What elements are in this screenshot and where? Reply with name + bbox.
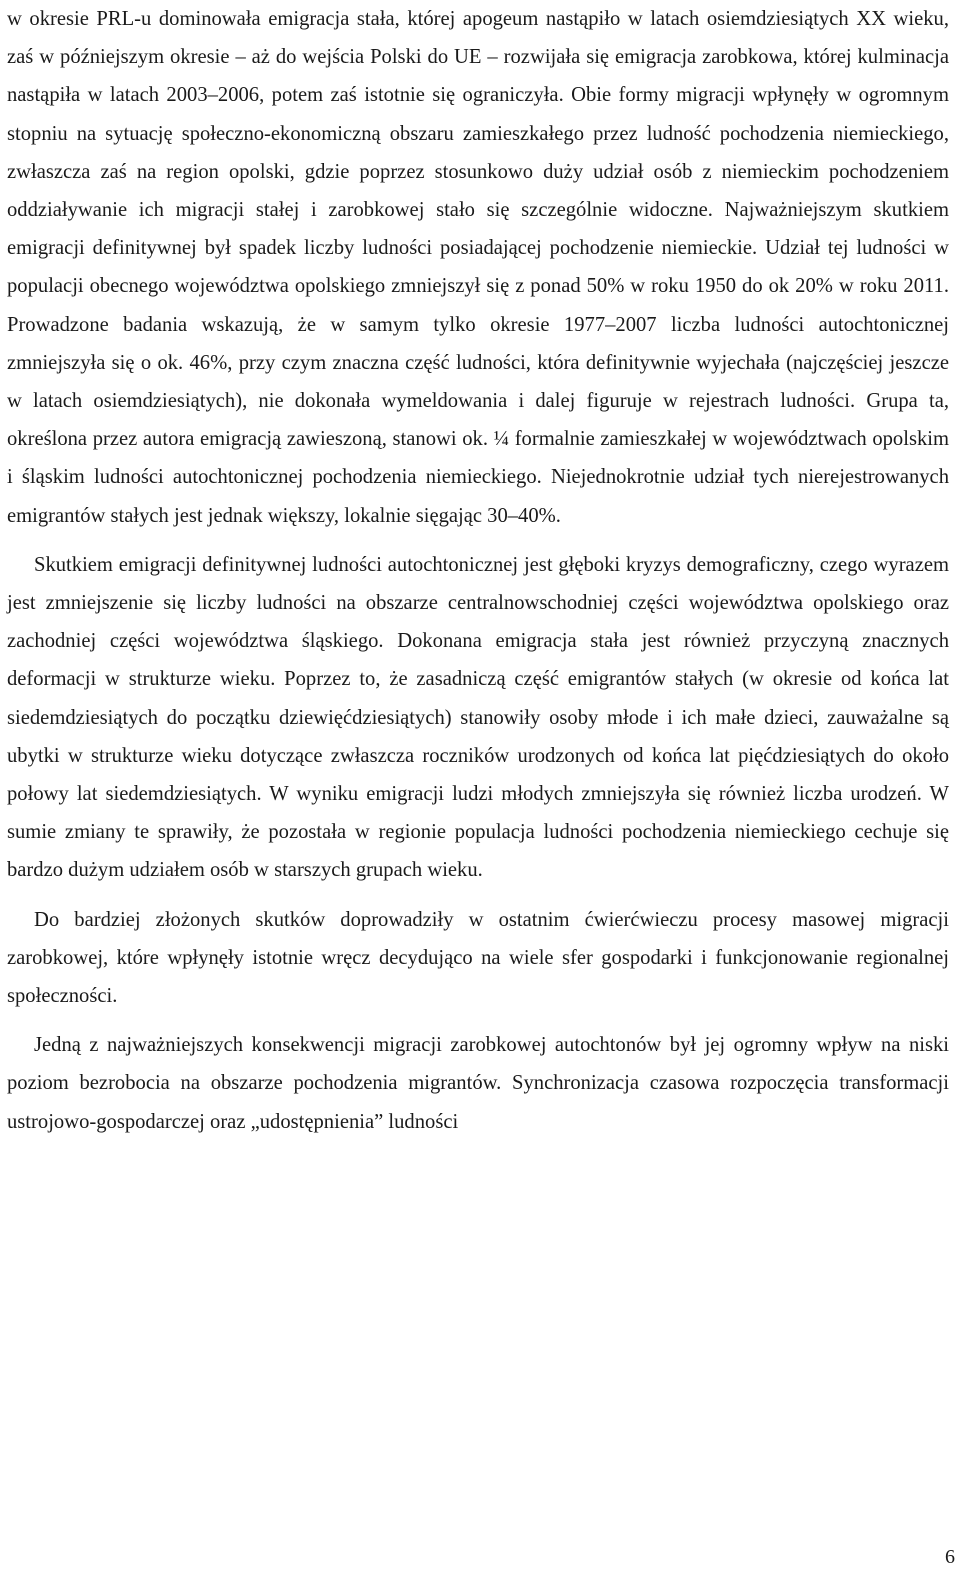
page-number: 6 bbox=[945, 1546, 955, 1568]
paragraph-labour-migration: Do bardziej złożonych skutków doprowadziły w ostatnim ćwierćwieczu procesy masowej migracji zarobkowej, które wpłynęły istotnie wręcz decydująco na wiele sfer gospodarki i funkcjonowanie regionalnej społeczności. bbox=[7, 908, 949, 1008]
paragraph-emigration-overview: w okresie PRL-u dominowała emigracja stała, której apogeum nastąpiło w latach osiemdziesiątych XX wieku, zaś w późniejszym okresie – aż do wejścia Polski do UE – rozwijała się emigracja zarobkowa, której kulminacja nastąpiła w latach 2003–2006, potem zaś istotnie się ograniczyła. Obie formy migracji wpłynęły w ogromnym stopniu na sytuację społeczno-ekonomiczną obszaru zamieszkałego przez ludność pochodzenia niemieckiego, zwłaszcza zaś na region opolski, gdzie poprzez stosunkowo duży udział osób z niemieckim pochodzeniem oddziaływanie ich migracji stałej i zarobkowej stało się szczególnie widoczne. Najważniejszym skutkiem emigracji definitywnej był spadek liczby ludności posiadającej pochodzenie niemieckie. Udział tej ludności w populacji obecnego województwa opolskiego zmniejszył się z ponad 50% w roku 1950 do ok 20% w roku 2011. Prowadzone badania wskazują, że w samym tylko okresie 1977–2007 liczba ludności autochtonicznej zmniejszyła się o ok. 46%, przy czym znaczna część ludności, która definitywnie wyjechała (najczęściej jeszcze w latach osiemdziesiątych), nie dokonała wymeldowania i dalej figuruje w rejestrach ludności. Grupa ta, określona przez autora emigracją zawieszoną, stanowi ok. ¼ formalnie zamieszkałej w województwach opolskim i śląskim ludności autochtonicznej pochodzenia niemieckiego. Niejednokrotnie udział tych nierejestrowanych emigrantów stałych jest jednak większy, lokalnie sięgając 30–40%. bbox=[7, 8, 949, 527]
document-page bbox=[7, 0, 949, 1141]
paragraph-demographic-crisis: Skutkiem emigracji definitywnej ludności autochtonicznej jest głęboki kryzys demograficzny, czego wyrazem jest zmniejszenie się liczby ludności na obszarze centralnowschodniej części województwa opolskiego oraz zachodniej części województwa śląskiego. Dokonana emigracja stała jest również przyczyną znacznych deformacji w strukturze wieku. Poprzez to, że zasadniczą część emigrantów stałych (w okresie od końca lat siedemdziesiątych do początku dziewięćdziesiątych) stanowiły osoby młode i ich małe dzieci, zauważalne są ubytki w strukturze wieku dotyczące zwłaszcza roczników urodzonych od końca lat pięćdziesiątych do około połowy lat siedemdziesiątych. W wyniku emigracji ludzi młodych zmniejszyła się również liczba urodzeń. W sumie zmiany te sprawiły, że pozostała w regionie populacja ludności pochodzenia niemieckiego cechuje się bardzo dużym udziałem osób w starszych grupach wieku. bbox=[7, 553, 949, 882]
paragraph-unemployment-impact: Jedną z najważniejszych konsekwencji migracji zarobkowej autochtonów był jej ogromny wpływ na niski poziom bezrobocia na obszarze pochodzenia migrantów. Synchronizacja czasowa rozpoczęcia transformacji ustrojowo-gospodarczej oraz „udostępnienia” ludności bbox=[7, 1034, 949, 1133]
